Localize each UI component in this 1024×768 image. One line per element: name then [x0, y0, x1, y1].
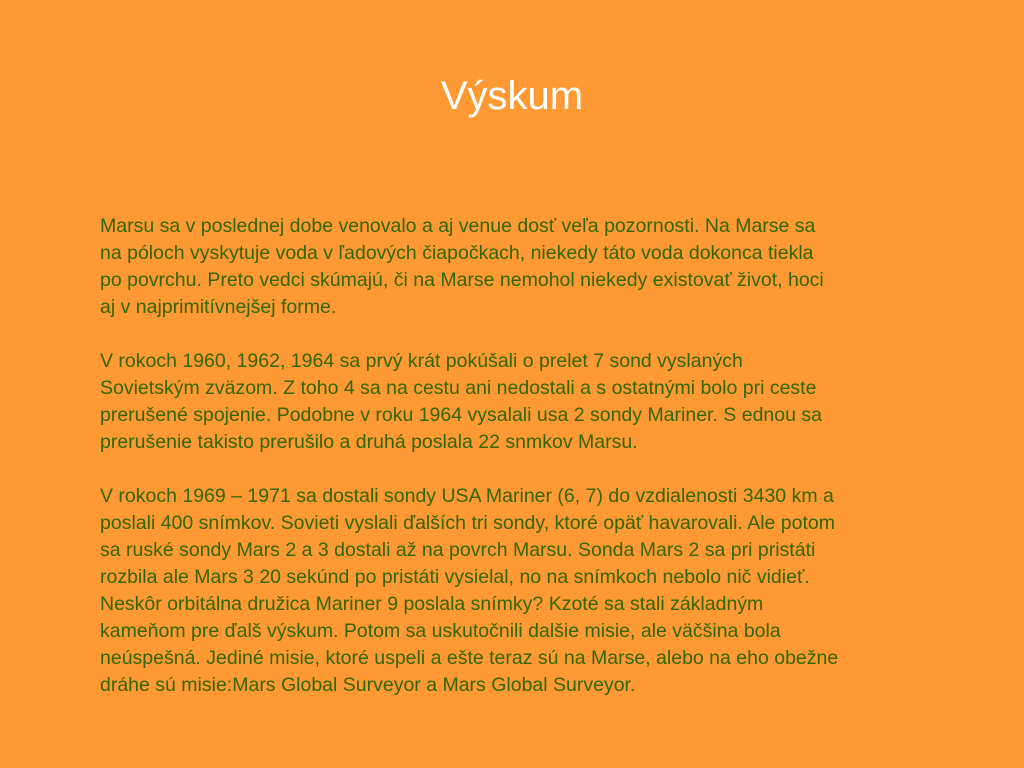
body-paragraph-1: Marsu sa v poslednej dobe venovalo a aj venue dosť veľa pozornosti. Na Marse sa na póloch vyskytuje voda v ľadových čiapočkach, niekedy táto voda dokonca tiekla po povrchu. Preto vedci skúmajú, či na Marse nemohol niekedy existovať život, hoci aj v najprimitívnejšej forme. — [100, 215, 824, 318]
body-paragraph-3: V rokoch 1969 – 1971 sa dostali sondy USA Mariner (6, 7) do vzdialenosti 3430 km a poslali 400 snímkov. Sovieti vyslali ďalších tri sondy, ktoré opäť havarovali. Ale potom sa ruské sondy Mars 2 a 3 dostali až na povrch Marsu. Sonda Mars 2 sa pri pristáti rozbila ale Mars 3 20 sekúnd po pristáti vysielal, no na snímkoch nebolo nič vidieť. Neskôr orbitálna družica Mariner 9 poslala snímky? Kzoté sa stali základným kameňom pre ďalš výskum. Potom sa uskutočnili dalšie misie, ale väčšina bola neúspešná. Jediné misie, ktoré uspeli a ešte teraz sú na Marse, alebo na eho obežne dráhe sú misie:Mars Global Surveyor a Mars Global Surveyor. — [100, 485, 839, 696]
body-paragraph-2: V rokoch 1960, 1962, 1964 sa prvý krát pokúšali o prelet 7 sond vyslaných Sovietským zväzom. Z toho 4 sa na cestu ani nedostali a s ostatnými bolo pri ceste prerušené spojenie. Podobne v roku 1964 vysalali usa 2 sondy Mariner. S ednou sa prerušenie takisto prerušilo a druhá poslala 22 snmkov Marsu. — [100, 350, 822, 453]
slide-title: Výskum — [440, 74, 584, 118]
slide-body — [100, 186, 970, 726]
